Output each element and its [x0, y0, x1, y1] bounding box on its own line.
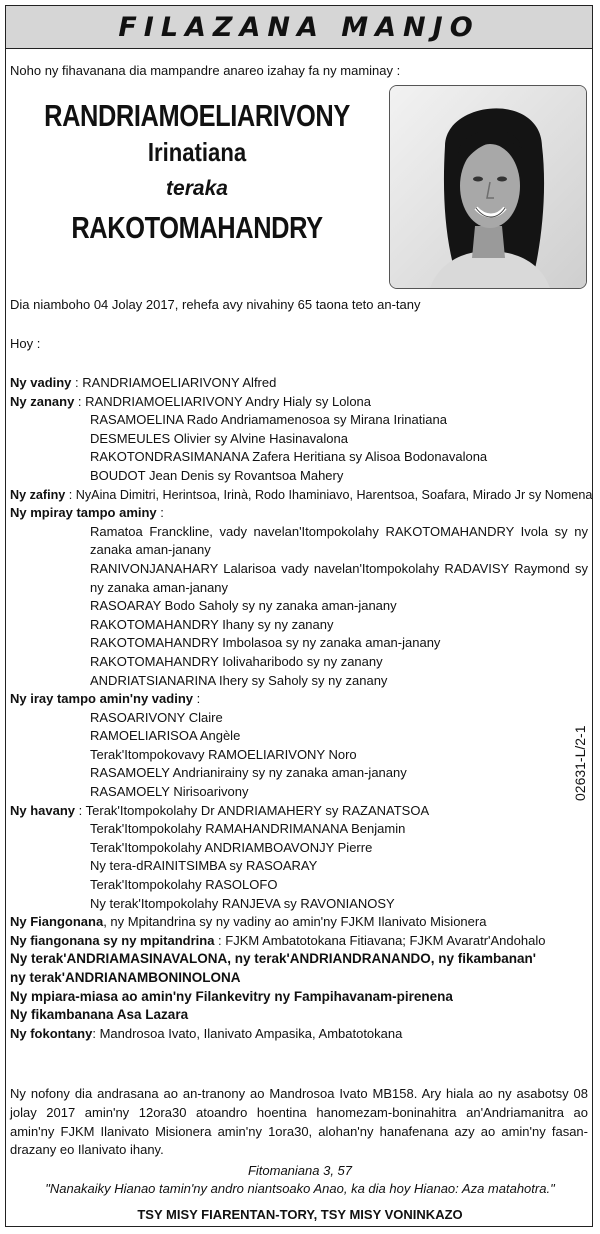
mpiray-line	[10, 504, 590, 523]
havany-label: Ny havany	[10, 802, 76, 818]
mpiray-item: RANIVONJANAHARY Lalarisoa vady navelan'Itompokolahy RADAVISY Raymond sy ny zanaka aman-janany	[90, 560, 588, 595]
mpiray-item: RAKOTOMAHANDRY Imbolasoa sy ny zanaka aman-janany	[90, 635, 441, 651]
mpiray-label: Ny mpiray tampo aminy	[10, 505, 157, 521]
fikambanana-line: Ny fikambanana Asa Lazara	[10, 1007, 189, 1023]
zafiny-line	[10, 486, 593, 505]
fokontany-line	[10, 1025, 590, 1044]
havany-item: Terak'Itompokolahy RASOLOFO	[90, 877, 278, 893]
fiangonana-mpitandrina-label: Ny fiangonana sy ny mpitandrina	[10, 932, 215, 948]
zanany-label: Ny zanany	[10, 393, 75, 409]
fiangonana-value: , ny Mpitandrina sy ny vadiny ao amin'ny FJKM Ilanivato Misionera	[103, 914, 487, 930]
notice-frame	[5, 5, 593, 1227]
havany-item: Terak'Itompokolahy RAMAHANDRIMANANA Benjamin	[90, 821, 406, 837]
mpiray-item: ANDRIATSIANARINA Ihery sy Saholy sy ny zanany	[90, 672, 388, 688]
iray-tampo-item: RAMOELIARISOA Angèle	[90, 728, 241, 744]
iray-tampo-colon: :	[192, 691, 201, 707]
reference-code-wrap	[572, 725, 600, 817]
iray-tampo-item: Terak'Itompokovavy RAMOELIARIVONY Noro	[90, 746, 357, 762]
reference-code: 02631-L/2-1	[572, 725, 588, 801]
hoy-label: Hoy :	[10, 336, 41, 351]
havany-item: Terak'Itompokolahy ANDRIAMBOAVONJY Pierre	[90, 839, 373, 855]
havany-item: Ny tera-dRAINITSIMBA sy RASOARAY	[90, 858, 318, 874]
mpiray-item: RAKOTOMAHANDRY Ihany sy ny zanany	[90, 616, 334, 632]
zanany-item: RAKOTONDRASIMANANA Zafera Heritiana sy Alisoa Bodonavalona	[90, 449, 488, 465]
iray-tampo-label: Ny iray tampo amin'ny vadiny	[10, 691, 193, 707]
havany-item: Ny terak'Itompokolahy RANJEVA sy RAVONIANOSY	[90, 895, 395, 911]
zanany-value: : RANDRIAMOELIARIVONY Andry Hialy sy Lolona	[74, 393, 372, 409]
iray-tampo-item: RASOARIVONY Claire	[90, 709, 223, 725]
iray-tampo-item: RASAMOELY Andrianirainy sy ny zanaka aman-janany	[90, 765, 407, 781]
header-banner	[6, 6, 592, 49]
zanany-line	[10, 393, 590, 412]
family-list	[10, 374, 593, 1043]
deceased-name-block	[6, 98, 388, 248]
burial-paragraph: Ny nofony dia andrasana ao an-tranony ao Mandrosoa Ivato MB158. Ary hiala ao ny asabotsy 08 jolay 2017 amin'ny 12ora30 atoandro hoentina hanomezam-boninahitra an'Andriamanitra ao amin'ny FJKM Ilanivato Misionera amin'ny 1ora30, alohan'ny hanafenana azy ao amin'ny fasan-drazany eo Ilanivato ihany.	[10, 1086, 588, 1158]
mpiray-item: Ramatoa Franckline, vady navelan'Itompokolahy RAKOTOMAHANDRY Ivola sy ny zanaka aman-janany	[90, 523, 588, 558]
fiangonana-mpitandrina-line	[10, 932, 590, 951]
teraka-label: teraka	[166, 177, 228, 200]
portrait-image	[390, 86, 586, 288]
deceased-portrait-photo	[389, 85, 587, 289]
intro-text: Noho ny fihavanana dia mampandre anareo izahay fa ny maminay :	[10, 63, 401, 78]
verse-reference: Fitomaniana 3, 57	[247, 1163, 353, 1178]
zanany-item: BOUDOT Jean Denis sy Rovantsoa Mahery	[90, 467, 344, 483]
fiangonana-line	[10, 913, 590, 932]
zanany-item: RASAMOELINA Rado Andriamamenosoa sy Mirana Irinatiana	[90, 412, 447, 428]
deceased-given-name: Irinatiana	[147, 137, 247, 167]
fokontany-label: Ny fokontany	[10, 1025, 93, 1041]
deceased-maiden-name: RAKOTOMAHANDRY	[71, 210, 323, 245]
mpiray-item: RASOARAY Bodo Saholy sy ny zanaka aman-janany	[90, 598, 397, 614]
zafiny-label: Ny zafiny	[10, 487, 66, 502]
fokontany-value: : Mandrosoa Ivato, Ilanivato Ampasika, Ambatotokana	[92, 1025, 403, 1041]
fiangonana-mpitandrina-value: : FJKM Ambatotokana Fitiavana; FJKM Avaratr'Andohalo	[214, 932, 546, 948]
terak-line-1: Ny terak'ANDRIAMASINAVALONA, ny terak'ANDRIANDRANANDO, ny fikambanan'	[10, 951, 536, 967]
footer-note: TSY MISY FIARENTAN-TORY, TSY MISY VONINKAZO	[137, 1207, 463, 1222]
death-notice: Dia niamboho 04 Jolay 2017, rehefa avy nivahiny 65 taona teto an-tany	[10, 297, 421, 312]
iray-tampo-item: RASAMOELY Nirisoarivony	[90, 784, 249, 800]
zafiny-value: : NyAina Dimitri, Herintsoa, Irinà, Rodo Ihaminiavo, Harentsoa, Soafara, Mirado Jr sy Nomena	[65, 487, 593, 502]
notice-title: FILAZANA MANJO	[118, 11, 480, 43]
havany-line	[10, 802, 590, 821]
vadiny-label: Ny vadiny	[10, 375, 72, 390]
verse-text: "Nanakaiky Hianao tamin'ny andro niantsoako Anao, ka dia hoy Hianao: Aza matahotra."	[45, 1181, 555, 1196]
mpiray-item: RAKOTOMAHANDRY Iolivaharibodo sy ny zanany	[90, 653, 383, 669]
mpiara-miasa-line: Ny mpiara-miasa ao amin'ny Filankevitry ny Fampihavanam-pirenena	[10, 988, 453, 1004]
iray-tampo-line	[10, 690, 590, 709]
havany-value: : Terak'Itompokolahy Dr ANDRIAMAHERY sy RAZANATSOA	[75, 802, 430, 818]
zanany-item: DESMEULES Olivier sy Alvine Hasinavalona	[90, 430, 348, 446]
terak-line-2: ny terak'ANDRIANAMBONINOLONA	[10, 970, 241, 985]
vadiny-line	[10, 374, 590, 393]
mpiray-colon: :	[156, 505, 164, 521]
fiangonana-label: Ny Fiangonana	[10, 914, 104, 930]
deceased-surname: RANDRIAMOELIARIVONY	[44, 98, 350, 133]
vadiny-value: : RANDRIAMOELIARIVONY Alfred	[71, 375, 277, 390]
bible-verse	[6, 1162, 594, 1198]
